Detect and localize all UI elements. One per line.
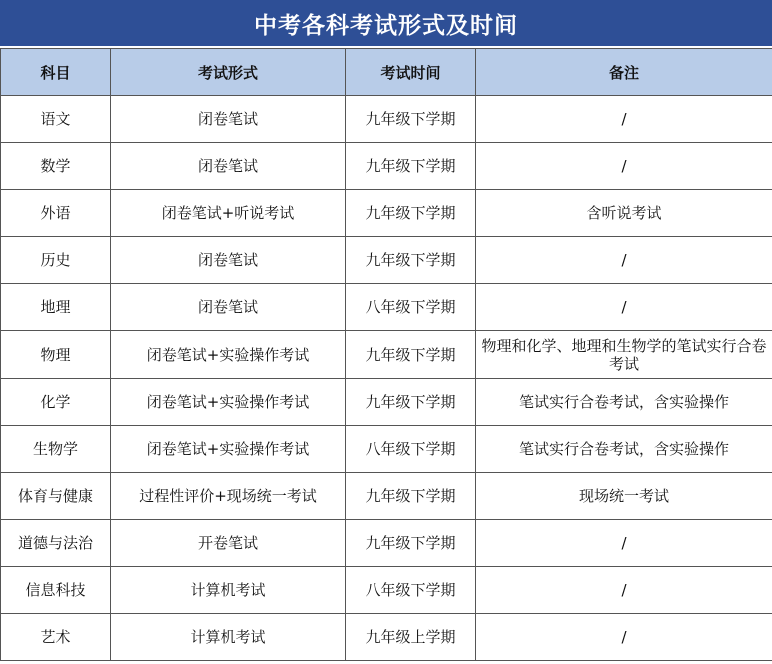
cell-subject: 生物学 [1,425,111,472]
cell-exam-time: 九年级下学期 [346,519,476,566]
cell-subject: 道德与法治 [1,519,111,566]
cell-subject: 语文 [1,96,111,143]
cell-notes: 笔试实行合卷考试，含实验操作 [476,425,772,472]
table-row [1,378,772,425]
cell-notes: / [476,284,772,331]
exam-table [0,48,772,661]
cell-notes: 现场统一考试 [476,472,772,519]
cell-exam-format: 闭卷笔试 [111,237,346,284]
page-title: 中考各科考试形式及时间 [0,0,772,48]
table-row [1,472,772,519]
header-exam-format: 考试形式 [111,49,346,96]
table-row [1,425,772,472]
cell-exam-format: 闭卷笔试+实验操作考试 [111,378,346,425]
cell-exam-format: 闭卷笔试+实验操作考试 [111,331,346,378]
table-row [1,237,772,284]
cell-notes: 笔试实行合卷考试，含实验操作 [476,378,772,425]
cell-notes: 物理和化学、地理和生物学的笔试实行合卷考试 [476,331,772,378]
cell-exam-format: 过程性评价+现场统一考试 [111,472,346,519]
header-exam-time: 考试时间 [346,49,476,96]
table-header-row [1,49,772,96]
cell-subject: 体育与健康 [1,472,111,519]
cell-exam-format: 计算机考试 [111,566,346,613]
table-row [1,566,772,613]
cell-exam-format: 闭卷笔试+实验操作考试 [111,425,346,472]
table-row [1,143,772,190]
header-subject: 科目 [1,49,111,96]
cell-notes: 含听说考试 [476,190,772,237]
cell-exam-format: 闭卷笔试 [111,96,346,143]
cell-exam-time: 九年级下学期 [346,96,476,143]
cell-exam-format: 计算机考试 [111,614,346,661]
cell-notes: / [476,96,772,143]
cell-notes: / [476,143,772,190]
cell-subject: 物理 [1,331,111,378]
table-row [1,96,772,143]
cell-exam-time: 九年级下学期 [346,378,476,425]
cell-exam-time: 八年级下学期 [346,566,476,613]
cell-exam-time: 九年级下学期 [346,331,476,378]
table-row [1,614,772,661]
cell-exam-time: 八年级下学期 [346,425,476,472]
cell-exam-time: 八年级下学期 [346,284,476,331]
cell-exam-format: 开卷笔试 [111,519,346,566]
cell-notes: / [476,519,772,566]
table-row [1,519,772,566]
header-notes: 备注 [476,49,772,96]
cell-subject: 艺术 [1,614,111,661]
cell-exam-time: 九年级下学期 [346,472,476,519]
cell-subject: 历史 [1,237,111,284]
cell-subject: 数学 [1,143,111,190]
table-row [1,190,772,237]
cell-notes: / [476,237,772,284]
cell-subject: 外语 [1,190,111,237]
cell-exam-time: 九年级下学期 [346,143,476,190]
cell-notes: / [476,614,772,661]
cell-exam-time: 九年级下学期 [346,237,476,284]
cell-exam-format: 闭卷笔试 [111,284,346,331]
cell-exam-format: 闭卷笔试+听说考试 [111,190,346,237]
cell-exam-format: 闭卷笔试 [111,143,346,190]
cell-subject: 信息科技 [1,566,111,613]
cell-exam-time: 九年级上学期 [346,614,476,661]
cell-subject: 地理 [1,284,111,331]
cell-notes: / [476,566,772,613]
table-row [1,331,772,378]
cell-exam-time: 九年级下学期 [346,190,476,237]
cell-subject: 化学 [1,378,111,425]
table-row [1,284,772,331]
